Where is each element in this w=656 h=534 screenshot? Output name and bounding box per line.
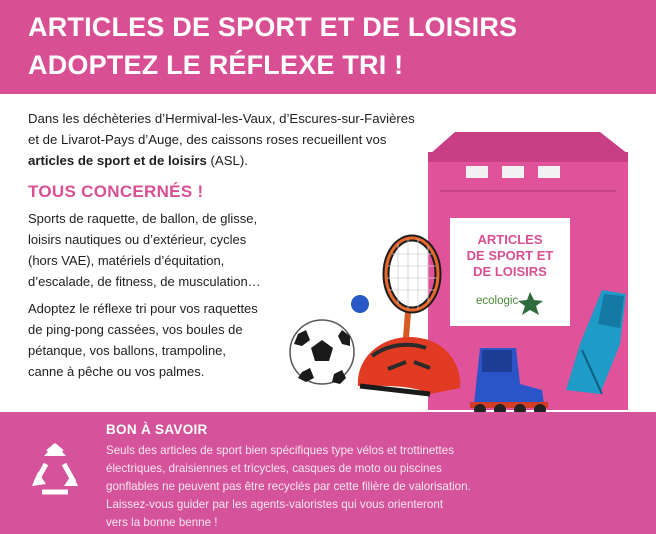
footer-text [106,442,526,532]
para-line: Sports de raquette, de ballon, de glisse, [28,211,258,226]
footer-line: vers la bonne benne ! [106,516,218,529]
footer-banner [0,412,656,534]
para-line: loisirs nautiques ou d’extérieur, cycles [28,232,247,247]
header-banner [0,0,656,94]
para-line: de ping-pong cassées, vos boules de [28,322,243,337]
para-line: (hors VAE), matériels d’équitation, [28,253,225,268]
blue-ball [351,295,369,313]
recycle-icon [26,442,84,500]
ecologic-logo: ecologic [476,295,519,307]
section-title: TOUS CONCERNÉS ! [28,182,204,201]
page-title-line2: ADOPTEZ LE RÉFLEXE TRI ! [28,50,404,80]
para-line: pétanque, vos ballons, trampoline, [28,343,227,358]
para-line: d’escalade, de fitness, de musculation… [28,274,261,289]
container-sign [450,218,570,326]
footer-line: Seuls des articles de sport bien spécifiques type vélos et trottinettes [106,444,454,457]
main-content [0,94,656,412]
footer-line: gonflables ne peuvent pas être recyclés par cette filière de valorisation. [106,480,471,493]
sign-line3: DE LOISIRS [473,264,547,279]
footer-line: électriques, draisiennes et tricycles, casques de moto ou piscines [106,462,442,475]
footer-line: Laissez-vous guider par les agents-valoristes qui vous orienteront [106,498,444,511]
para-line: canne à pêche ou vos palmes. [28,364,205,379]
sign-line1: ARTICLES [477,232,543,247]
page-title-line1: ARTICLES DE SPORT ET DE LOISIRS [28,12,518,42]
sports-paragraph [28,208,298,292]
intro-bold: articles de sport et de loisirs [28,153,207,168]
intro-rest: (ASL). [206,153,248,168]
para-line: Adoptez le réflexe tri pour vos raquettes [28,301,258,316]
sign-line2: DE SPORT ET [466,248,554,263]
intro-line: et de Livarot-Pays d’Auge, des caissons roses recueillent vos [28,132,387,147]
intro-line: Dans les déchèteries d’Hermival-les-Vaux, d’Escures-sur-Favières [28,111,415,126]
sports-illustration [280,94,656,412]
footer-title: BON À SAVOIR [106,422,208,437]
reflex-paragraph [28,298,298,382]
soccer-ball [290,320,354,384]
